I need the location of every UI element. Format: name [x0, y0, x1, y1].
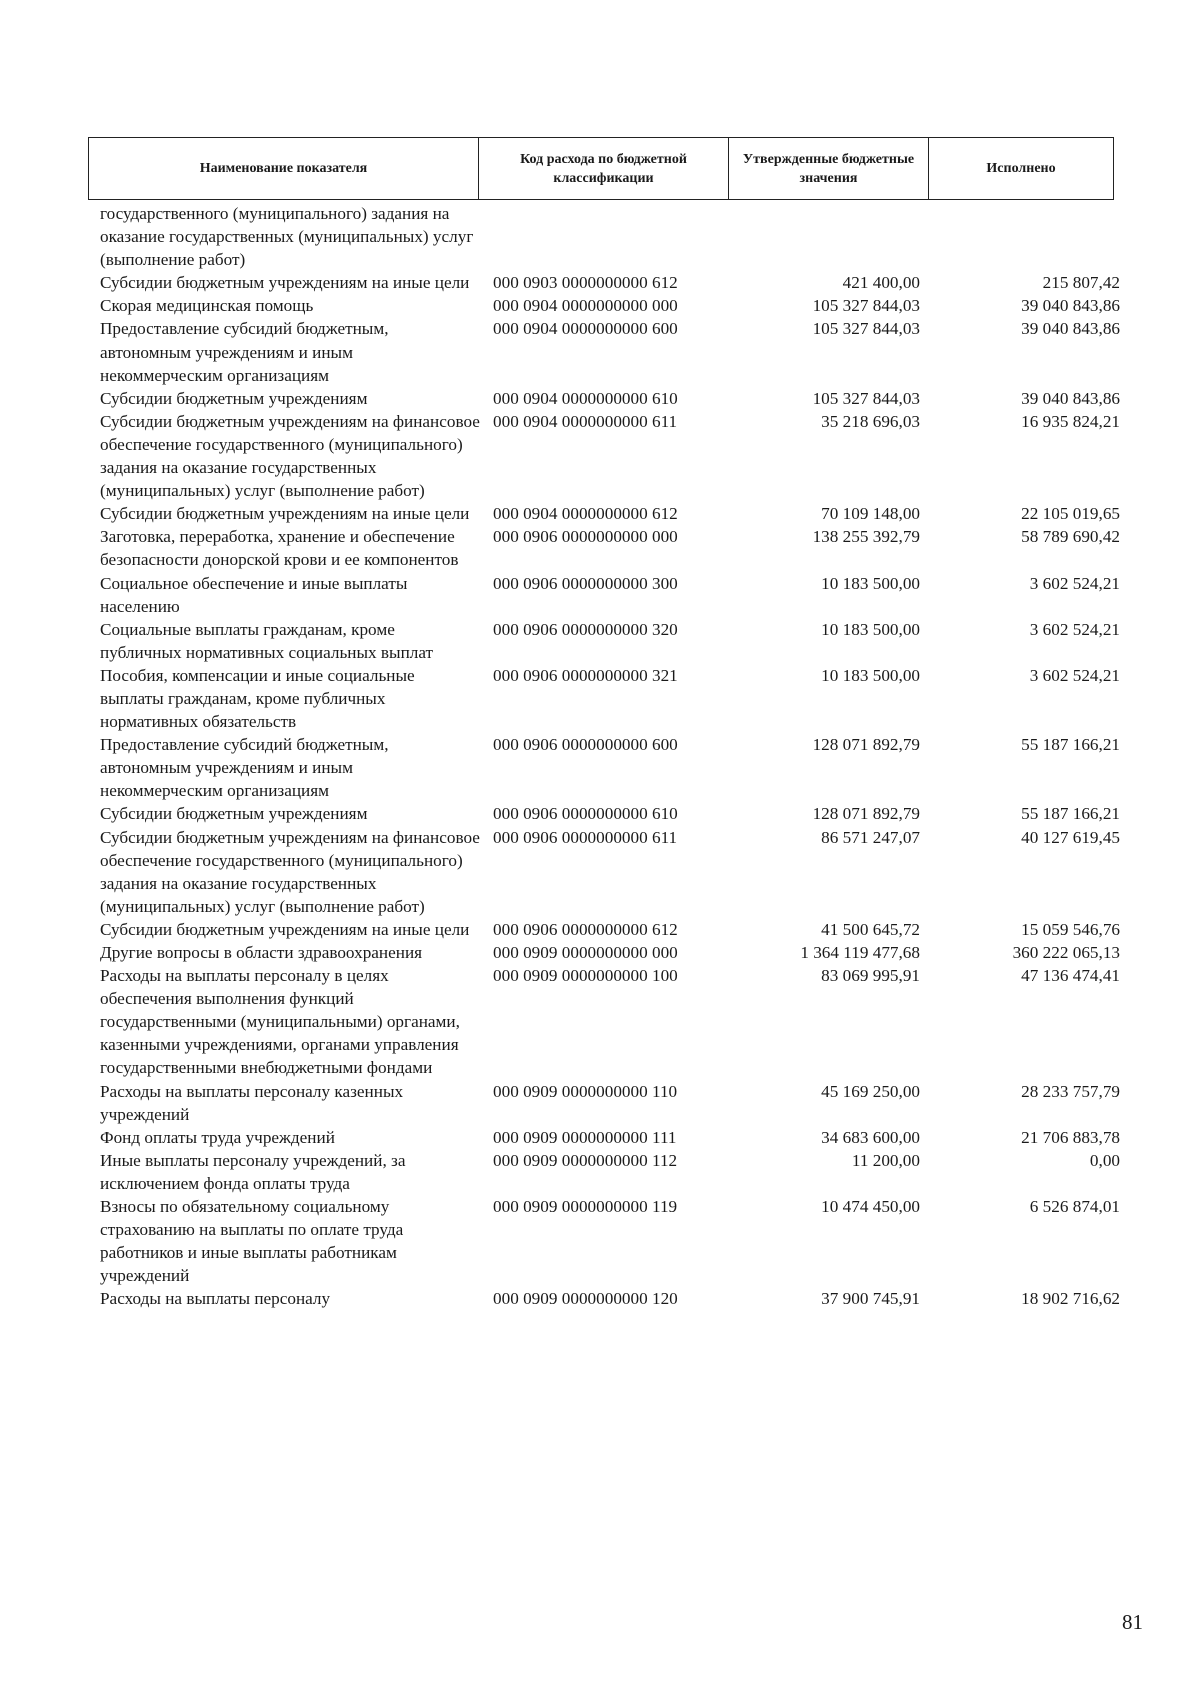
row-approved: 37 900 745,91 — [821, 1289, 920, 1309]
table-row — [100, 1149, 1120, 1195]
table-row — [100, 918, 1120, 941]
row-code: 000 0909 0000000000 110 — [493, 1081, 678, 1101]
row-approved: 421 400,00 — [842, 273, 920, 293]
table-row — [100, 317, 1120, 386]
row-name: Субсидии бюджетным учреждениям — [100, 804, 368, 824]
row-code: 000 0909 0000000000 112 — [493, 1150, 678, 1170]
row-name: Расходы на выплаты персоналу казенных учреждений — [100, 1081, 404, 1124]
table-header — [88, 137, 1114, 200]
row-executed: 360 222 065,13 — [1012, 943, 1120, 962]
row-code: 000 0906 0000000000 300 — [493, 573, 678, 593]
row-approved: 35 218 696,03 — [821, 411, 920, 431]
row-name: Социальные выплаты гражданам, кроме публичных нормативных социальных выплат — [100, 619, 434, 662]
row-approved: 70 109 148,00 — [821, 504, 920, 524]
row-name: Предоставление субсидий бюджетным, автономным учреждениям и иным некоммерческим организациям — [100, 735, 389, 801]
row-code: 000 0909 0000000000 119 — [493, 1197, 678, 1217]
row-name: государственного (муниципального) задания на оказание государственных (муниципальных) услуг (выполнение работ) — [100, 204, 474, 270]
row-code: 000 0904 0000000000 000 — [493, 296, 678, 316]
row-executed: 40 127 619,45 — [1021, 827, 1120, 847]
table-row — [100, 410, 1120, 502]
row-code: 000 0906 0000000000 611 — [493, 827, 678, 847]
table-row — [100, 525, 1120, 571]
row-approved: 105 327 844,03 — [812, 388, 920, 408]
table-row — [100, 572, 1120, 618]
row-name: Расходы на выплаты персоналу — [100, 1289, 331, 1309]
row-approved: 128 071 892,79 — [812, 804, 920, 824]
row-executed: 0,00 — [1089, 1150, 1120, 1170]
row-code: 000 0904 0000000000 600 — [493, 319, 678, 339]
row-executed: 22 105 019,65 — [1021, 504, 1120, 524]
row-approved: 10 183 500,00 — [821, 665, 920, 685]
row-approved: 105 327 844,03 — [812, 319, 920, 339]
row-code: 000 0909 0000000000 000 — [493, 943, 678, 962]
table-row — [100, 202, 1120, 271]
table-row — [100, 826, 1120, 918]
row-approved: 86 571 247,07 — [821, 827, 920, 847]
row-code: 000 0906 0000000000 612 — [493, 919, 678, 939]
row-code: 000 0904 0000000000 610 — [493, 388, 678, 408]
row-code: 000 0906 0000000000 321 — [493, 665, 678, 685]
row-executed: 39 040 843,86 — [1021, 388, 1120, 408]
row-executed: 39 040 843,86 — [1021, 319, 1120, 339]
row-name: Субсидии бюджетным учреждениям на финансовое обеспечение государственного (муниципального) задания на оказание государственных (муниципальных) услуг (выполнение работ) — [100, 827, 480, 916]
table-row — [100, 271, 1120, 294]
table-row — [100, 733, 1120, 802]
header-code: Код расхода по бюджетной классификации — [479, 138, 729, 199]
row-executed: 18 902 716,62 — [1021, 1289, 1120, 1309]
row-executed: 55 187 166,21 — [1021, 804, 1120, 824]
row-approved: 138 255 392,79 — [812, 527, 920, 547]
row-approved: 41 500 645,72 — [821, 919, 920, 939]
row-name: Взносы по обязательному социальному страхованию на выплаты по оплате труда работников и иные выплаты работникам учреждений — [100, 1197, 404, 1286]
row-name: Расходы на выплаты персоналу в целях обеспечения выполнения функций государственными (муниципальными) органами, казенными учреждениями, органами управления государственными внебюджетными фондами — [100, 966, 460, 1078]
row-executed: 3 602 524,21 — [1029, 573, 1120, 593]
row-executed: 39 040 843,86 — [1021, 296, 1120, 316]
header-approved: Утвержденные бюджетные значения — [729, 138, 929, 199]
row-executed: 47 136 474,41 — [1021, 966, 1120, 986]
row-name: Предоставление субсидий бюджетным, автономным учреждениям и иным некоммерческим организациям — [100, 319, 389, 385]
table-row — [100, 802, 1120, 825]
row-approved: 45 169 250,00 — [821, 1081, 920, 1101]
row-approved: 34 683 600,00 — [821, 1127, 920, 1147]
row-code: 000 0909 0000000000 120 — [493, 1289, 678, 1309]
row-approved: 11 200,00 — [851, 1150, 920, 1170]
row-name: Субсидии бюджетным учреждениям — [100, 388, 368, 408]
table-row — [100, 664, 1120, 733]
row-executed: 21 706 883,78 — [1021, 1127, 1120, 1147]
row-code: 000 0904 0000000000 611 — [493, 411, 678, 431]
table-row — [100, 1080, 1120, 1126]
table-row — [100, 502, 1120, 525]
row-executed: 3 602 524,21 — [1029, 665, 1120, 685]
row-code: 000 0909 0000000000 100 — [493, 966, 678, 986]
table-row — [100, 964, 1120, 1079]
header-executed: Исполнено — [986, 161, 1056, 176]
row-executed: 28 233 757,79 — [1021, 1081, 1120, 1101]
table-row — [100, 941, 1120, 964]
row-code: 000 0906 0000000000 600 — [493, 735, 678, 755]
row-executed: 3 602 524,21 — [1029, 619, 1120, 639]
row-approved: 105 327 844,03 — [812, 296, 920, 316]
table-row — [100, 1195, 1120, 1287]
row-executed: 16 935 824,21 — [1021, 411, 1120, 431]
row-name: Заготовка, переработка, хранение и обеспечение безопасности донорской крови и ее компонентов — [100, 527, 459, 570]
table-row — [100, 1126, 1120, 1149]
table-row — [100, 618, 1120, 664]
row-executed: 55 187 166,21 — [1021, 735, 1120, 755]
row-name: Субсидии бюджетным учреждениям на финансовое обеспечение государственного (муниципального) задания на оказание государственных (муниципальных) услуг (выполнение работ) — [100, 411, 480, 501]
row-code: 000 0909 0000000000 111 — [493, 1127, 677, 1147]
row-name: Субсидии бюджетным учреждениям на иные цели — [100, 504, 470, 524]
row-executed: 215 807,42 — [1042, 273, 1120, 293]
row-approved: 128 071 892,79 — [812, 735, 920, 755]
row-executed: 6 526 874,01 — [1029, 1197, 1120, 1217]
row-name: Иные выплаты персоналу учреждений, за исключением фонда оплаты труда — [100, 1150, 406, 1193]
row-code: 000 0903 0000000000 612 — [493, 273, 678, 293]
row-approved: 83 069 995,91 — [821, 966, 920, 986]
row-approved: 10 474 450,00 — [821, 1197, 920, 1217]
table-row — [100, 387, 1120, 410]
row-code: 000 0906 0000000000 610 — [493, 804, 678, 824]
row-approved: 10 183 500,00 — [821, 619, 920, 639]
row-code: 000 0904 0000000000 612 — [493, 504, 678, 524]
row-name: Другие вопросы в области здравоохранения — [100, 943, 423, 962]
table-body — [100, 202, 1120, 1311]
row-executed: 58 789 690,42 — [1021, 527, 1120, 547]
table-row — [100, 1287, 1120, 1310]
page-number: 81 — [1122, 1610, 1143, 1634]
row-name: Социальное обеспечение и иные выплаты населению — [100, 573, 408, 616]
row-name: Фонд оплаты труда учреждений — [100, 1127, 335, 1147]
row-executed: 15 059 546,76 — [1021, 919, 1120, 939]
row-code: 000 0906 0000000000 320 — [493, 619, 678, 639]
row-name: Субсидии бюджетным учреждениям на иные цели — [100, 919, 470, 939]
row-name: Пособия, компенсации и иные социальные выплаты гражданам, кроме публичных нормативных обязательств — [100, 665, 415, 732]
row-code: 000 0906 0000000000 000 — [493, 527, 678, 547]
row-approved: 1 364 119 477,68 — [800, 943, 920, 962]
row-name: Скорая медицинская помощь — [100, 296, 314, 316]
row-approved: 10 183 500,00 — [821, 573, 920, 593]
header-name: Наименование показателя — [89, 138, 479, 199]
table-row — [100, 294, 1120, 317]
row-name: Субсидии бюджетным учреждениям на иные цели — [100, 273, 470, 293]
